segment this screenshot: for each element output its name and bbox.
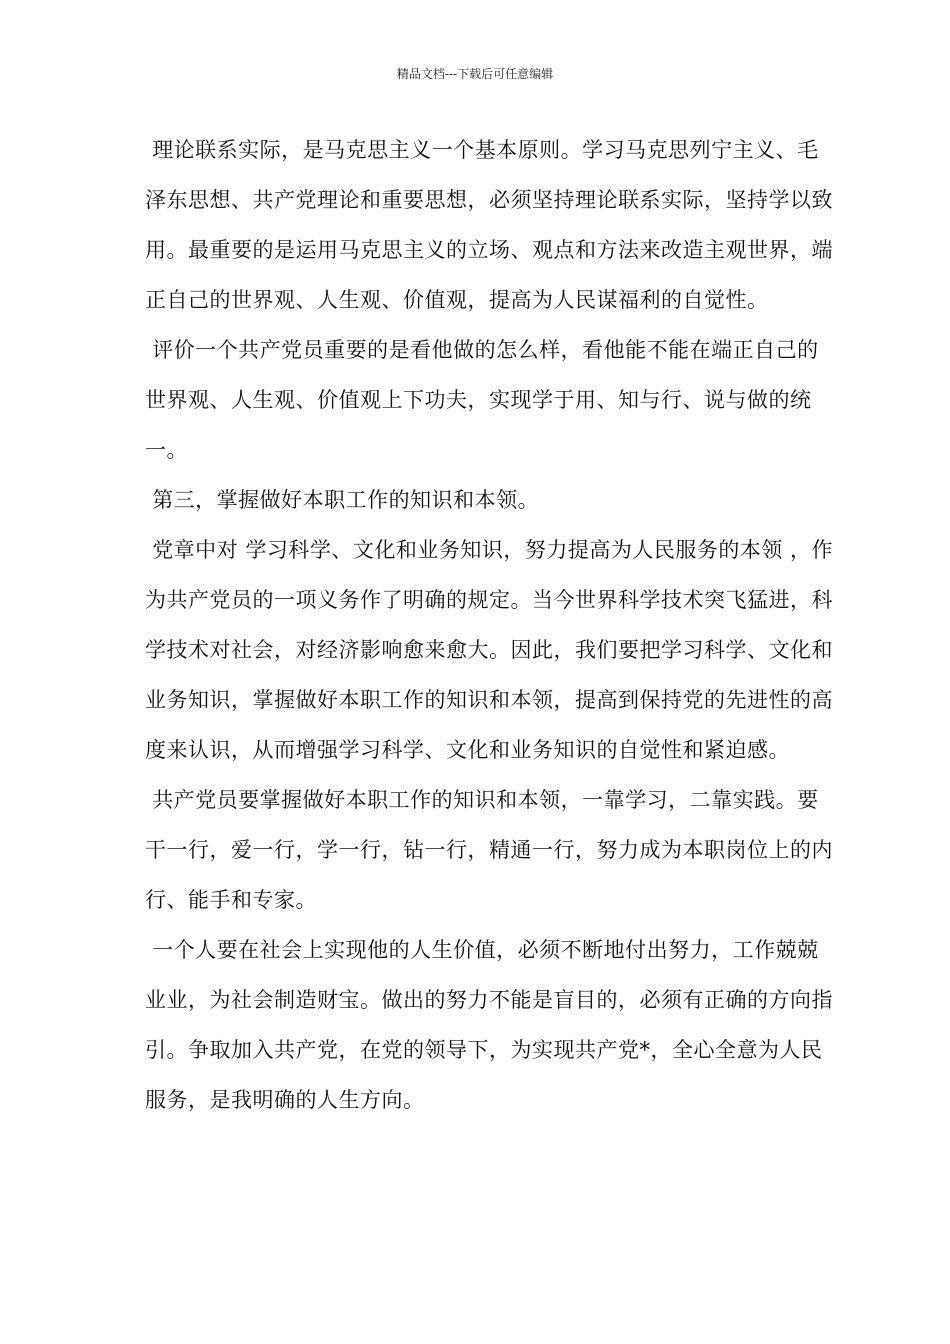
paragraph-6: 一个人要在社会上实现他的人生价值，必须不断地付出努力，工作兢兢业业，为社会制造财宝。做出的努力不能是盲目的，必须有正确的方向指引。争取加入共产党，在党的领导下，为实现共产党*，全心全意为人民服务，是我明确的人生方向。 (145, 938, 833, 1112)
document-body (145, 125, 835, 1125)
paragraph-4: 党章中对 学习科学、文化和业务知识，努力提高为人民服务的本领 ，作为共产党员的一项义务作了明确的规定。当今世界科学技术突飞猛进，科学技术对社会，对经济影响愈来愈大。因此，我们要把学习科学、文化和业务知识，掌握做好本职工作的知识和本领，提高到保持党的先进性的高度来认识，从而增强学习科学、文化和业务知识的自觉性和紧迫感。 (145, 538, 834, 762)
page-header: 精品文档---下载后可任意编辑 (396, 67, 554, 81)
paragraph-2: 评价一个共产党员重要的是看他做的怎么样，看他能不能在端正自己的世界观、人生观、价值观上下功夫，实现学于用、知与行、说与做的统一。 (145, 338, 819, 462)
paragraph-1: 理论联系实际，是马克思主义一个基本原则。学习马克思列宁主义、毛泽东思想、共产党理论和重要思想，必须坚持理论联系实际，坚持学以致用。最重要的是运用马克思主义的立场、观点和方法来改造主观世界，端正自己的世界观、人生观、价值观，提高为人民谋福利的自觉性。 (145, 138, 833, 312)
paragraph-5: 共产党员要掌握做好本职工作的知识和本领，一靠学习，二靠实践。要干一行，爱一行，学一行，钻一行，精通一行，努力成为本职岗位上的内行、能手和专家。 (145, 788, 833, 912)
paragraph-3: 第三，掌握做好本职工作的知识和本领。 (145, 488, 540, 512)
